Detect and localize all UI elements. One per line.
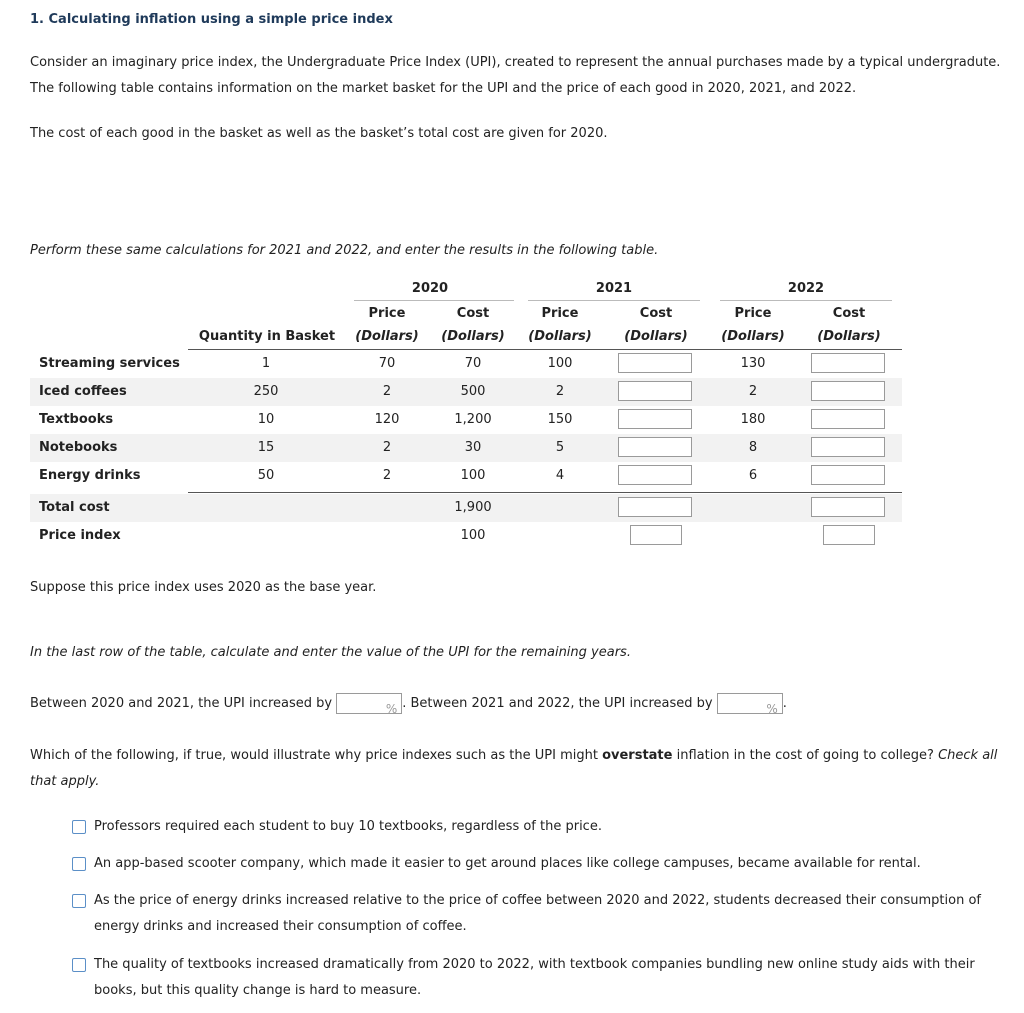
price-2021-cell: 100 (547, 356, 573, 371)
question-title: 1. Calculating inflation using a simple price index (30, 12, 393, 27)
price-index-2021-input[interactable] (630, 525, 682, 545)
price-2020-header: Price (368, 306, 406, 321)
price-index-label: Price index (39, 528, 121, 543)
checkbox[interactable] (72, 820, 86, 834)
increase-text-2: . Between 2021 and 2022, the UPI increased by (402, 696, 713, 711)
price-2021-cell: 2 (555, 384, 565, 399)
row-label: Textbooks (39, 412, 114, 427)
table-row (30, 434, 902, 462)
row-label: Notebooks (39, 440, 118, 455)
checkbox[interactable] (72, 857, 86, 871)
year-2022-header: 2022 (787, 281, 825, 296)
cost-2022-header: Cost (832, 306, 866, 321)
row-label: Iced coffees (39, 384, 127, 399)
price-index-2022-input[interactable] (823, 525, 875, 545)
price-2020-units: (Dollars) (355, 329, 419, 344)
cost-2020-cell: 30 (464, 440, 482, 455)
price-2020-cell: 70 (378, 356, 396, 371)
price-2020-cell: 2 (382, 468, 392, 483)
cost-2020-cell: 70 (464, 356, 482, 371)
price-2020-cell: 2 (382, 384, 392, 399)
intro-line-1: Consider an imaginary price index, the Undergraduate Price Index (UPI), created to represent the annual purchases made by a typical undergradute. (30, 55, 1001, 70)
option-item[interactable] (72, 952, 992, 1004)
upi-instruction: In the last row of the table, calculate and enter the value of the UPI for the remaining years. (30, 645, 631, 660)
cost-2021-header: Cost (639, 306, 673, 321)
cost-2022-input[interactable] (811, 437, 885, 457)
price-2021-header: Price (541, 306, 579, 321)
question-text-a: Which of the following, if true, would illustrate why price indexes such as the UPI might (30, 748, 603, 763)
cost-2022-input[interactable] (811, 465, 885, 485)
increase-text-1: Between 2020 and 2021, the UPI increased by (30, 696, 333, 711)
table-row (30, 350, 902, 378)
cost-2020-header: Cost (456, 306, 490, 321)
cost-2022-input[interactable] (811, 381, 885, 401)
base-year-text: Suppose this price index uses 2020 as the base year. (30, 580, 377, 595)
cost-2021-units: (Dollars) (624, 329, 688, 344)
cost-2022-input[interactable] (811, 409, 885, 429)
price-2022-cell: 130 (740, 356, 766, 371)
price-2022-header: Price (734, 306, 772, 321)
cost-2021-input[interactable] (618, 409, 692, 429)
price-2021-cell: 4 (555, 468, 565, 483)
cost-2021-input[interactable] (618, 465, 692, 485)
cost-2021-input[interactable] (618, 437, 692, 457)
option-text: Professors required each student to buy 10 textbooks, regardless of the price. (94, 819, 602, 834)
qty-cell: 10 (257, 412, 275, 427)
price-2021-cell: 150 (547, 412, 573, 427)
cost-2020-units: (Dollars) (441, 329, 505, 344)
price-2022-cell: 2 (748, 384, 758, 399)
cost-2022-units: (Dollars) (817, 329, 881, 344)
qty-cell: 1 (261, 356, 271, 371)
checkbox[interactable] (72, 958, 86, 972)
qty-cell: 250 (253, 384, 279, 399)
question-instruction: Check all that apply. (30, 748, 998, 789)
intro-line-3: The cost of each good in the basket as well as the basket’s total cost are given for 2020. (30, 126, 608, 141)
cost-2020-cell: 100 (460, 468, 486, 483)
qty-header: Quantity in Basket (198, 329, 336, 344)
cost-2021-input[interactable] (618, 353, 692, 373)
price-2022-cell: 6 (748, 468, 758, 483)
price-2021-units: (Dollars) (528, 329, 592, 344)
table-row (30, 378, 902, 406)
price-2020-cell: 2 (382, 440, 392, 455)
option-text: As the price of energy drinks increased relative to the price of coffee between 2020 and 2022, students decreased their consumption of energy drinks and increased their consumption of coffee. (94, 893, 981, 934)
qty-cell: 15 (257, 440, 275, 455)
price-2022-cell: 8 (748, 440, 758, 455)
intro-line-2: The following table contains information on the market basket for the UPI and the price of each good in 2020, 2021, and 2022. (30, 81, 857, 96)
total-cost-2022-input[interactable] (811, 497, 885, 517)
option-item[interactable] (72, 814, 992, 840)
row-label: Energy drinks (39, 468, 141, 483)
increase-sentence (30, 691, 1010, 717)
price-2020-cell: 120 (374, 412, 400, 427)
table-row (30, 406, 902, 434)
total-cost-2020: 1,900 (454, 500, 492, 515)
option-text: An app-based scooter company, which made it easier to get around places like college campuses, became available for rental. (94, 856, 921, 871)
option-item[interactable] (72, 851, 992, 877)
price-2022-units: (Dollars) (721, 329, 785, 344)
table-row (30, 462, 902, 490)
price-index-2020: 100 (460, 528, 486, 543)
intro-paragraph (30, 50, 1010, 102)
increase-text-3: . (782, 696, 787, 711)
total-cost-label: Total cost (39, 500, 110, 515)
increase-2022-input[interactable] (717, 693, 783, 714)
checkbox[interactable] (72, 894, 86, 908)
total-cost-row (30, 494, 902, 522)
total-rule (188, 492, 902, 493)
percent-symbol: % (385, 702, 398, 716)
instruction-text: Perform these same calculations for 2021 and 2022, and enter the results in the following table. (30, 243, 659, 258)
price-2022-cell: 180 (740, 412, 766, 427)
question-text-b: inflation in the cost of going to college? (672, 748, 939, 763)
year-2021-underline (528, 300, 700, 301)
cost-2021-input[interactable] (618, 381, 692, 401)
cost-2022-input[interactable] (811, 353, 885, 373)
question-bold: overstate (602, 748, 673, 763)
overstate-question (30, 743, 1010, 795)
year-2020-header: 2020 (411, 281, 449, 296)
year-2021-header: 2021 (595, 281, 633, 296)
year-2020-underline (354, 300, 514, 301)
percent-symbol: % (766, 702, 778, 716)
option-item[interactable] (72, 888, 992, 940)
price-2021-cell: 5 (555, 440, 565, 455)
upi-table (30, 278, 902, 548)
increase-2021-input[interactable] (336, 693, 402, 714)
cost-2020-cell: 1,200 (454, 412, 492, 427)
row-label: Streaming services (39, 356, 180, 371)
total-cost-2021-input[interactable] (618, 497, 692, 517)
cost-2020-cell: 500 (460, 384, 486, 399)
option-text: The quality of textbooks increased dramatically from 2020 to 2022, with textbook companies bundling new online study aids with their books, but this quality change is hard to measure. (94, 957, 975, 998)
year-2022-underline (720, 300, 892, 301)
price-index-row (30, 522, 902, 550)
qty-cell: 50 (257, 468, 275, 483)
